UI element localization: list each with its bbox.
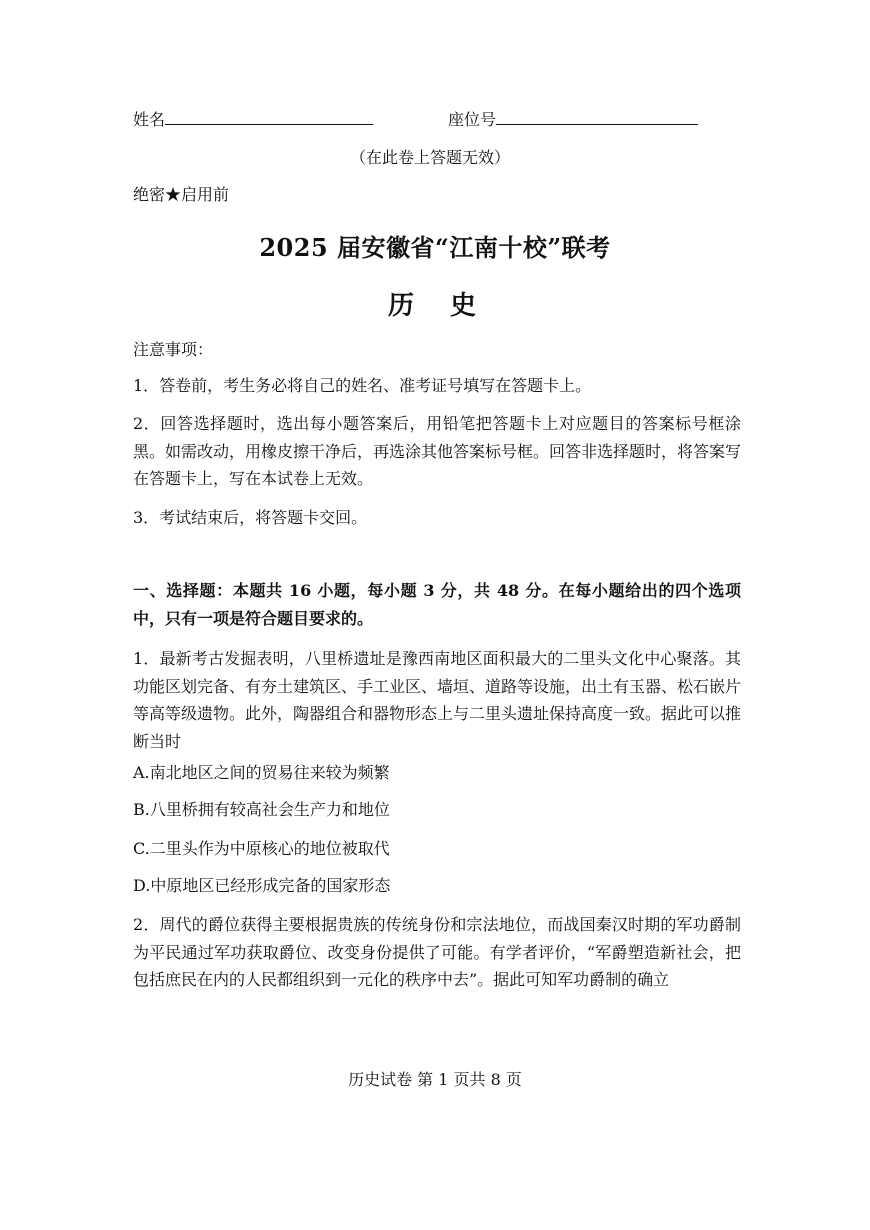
note-item-2: 2．回答选择题时，选出每小题答案后，用铅笔把答题卡上对应题目的答案标号框涂黑。如需改动，用橡皮擦干净后，再选涂其他答案标号框。回答非选择题时，将答案写在答题卡上，写在本试卷上无效。: [133, 414, 742, 488]
question-1-option-a: A.南北地区之间的贸易往来较为频繁: [133, 763, 390, 782]
seat-label: 座位号: [448, 110, 497, 129]
page-footer: 历史试卷 第 1 页共 8 页: [348, 1070, 522, 1089]
exam-title: 2025 届安徽省“江南十校”联考: [259, 233, 611, 262]
question-2-stem: 2．周代的爵位获得主要根据贵族的传统身份和宗法地位，而战国秦汉时期的军功爵制为平民通过军功获取爵位、改变身份提供了可能。有学者评价，“军爵塑造新社会，把包括庶民在内的人民都组织到一元化的秩序中去”。据此可知军功爵制的确立: [133, 915, 741, 989]
name-label: 姓名: [133, 110, 166, 129]
seat-field[interactable]: [448, 110, 698, 129]
note-item-1: 1．答卷前，考生务必将自己的姓名、准考证号填写在答题卡上。: [133, 376, 592, 395]
note-item-3: 3．考试结束后，将答题卡交回。: [133, 508, 368, 527]
question-1-option-c: C.二里头作为中原核心的地位被取代: [133, 839, 390, 858]
exam-subject: 历 史: [387, 291, 483, 321]
invalid-note: （在此卷上答题无效）: [350, 148, 511, 167]
name-field[interactable]: [133, 110, 373, 129]
question-1-option-d: D.中原地区已经形成完备的国家形态: [133, 876, 391, 895]
name-blank-line[interactable]: [165, 110, 373, 125]
section-1-heading: 一、选择题：本题共 16 小题，每小题 3 分，共 48 分。在每小题给出的四个选项中，只有一项是符合题目要求的。: [133, 581, 741, 628]
notes-heading: 注意事项：: [133, 340, 214, 359]
question-1-stem: 1．最新考古发掘表明，八里桥遗址是豫西南地区面积最大的二里头文化中心聚落。其功能区划完备、有夯土建筑区、手工业区、墙垣、道路等设施，出土有玉器、松石嵌片等高等级遗物。此外，陶器组合和器物形态上与二里头遗址保持高度一致。据此可以推断当时: [133, 649, 742, 751]
secret-mark: 绝密★启用前: [133, 185, 230, 204]
seat-blank-line[interactable]: [496, 110, 698, 125]
question-1-option-b: B.八里桥拥有较高社会生产力和地位: [133, 800, 390, 819]
